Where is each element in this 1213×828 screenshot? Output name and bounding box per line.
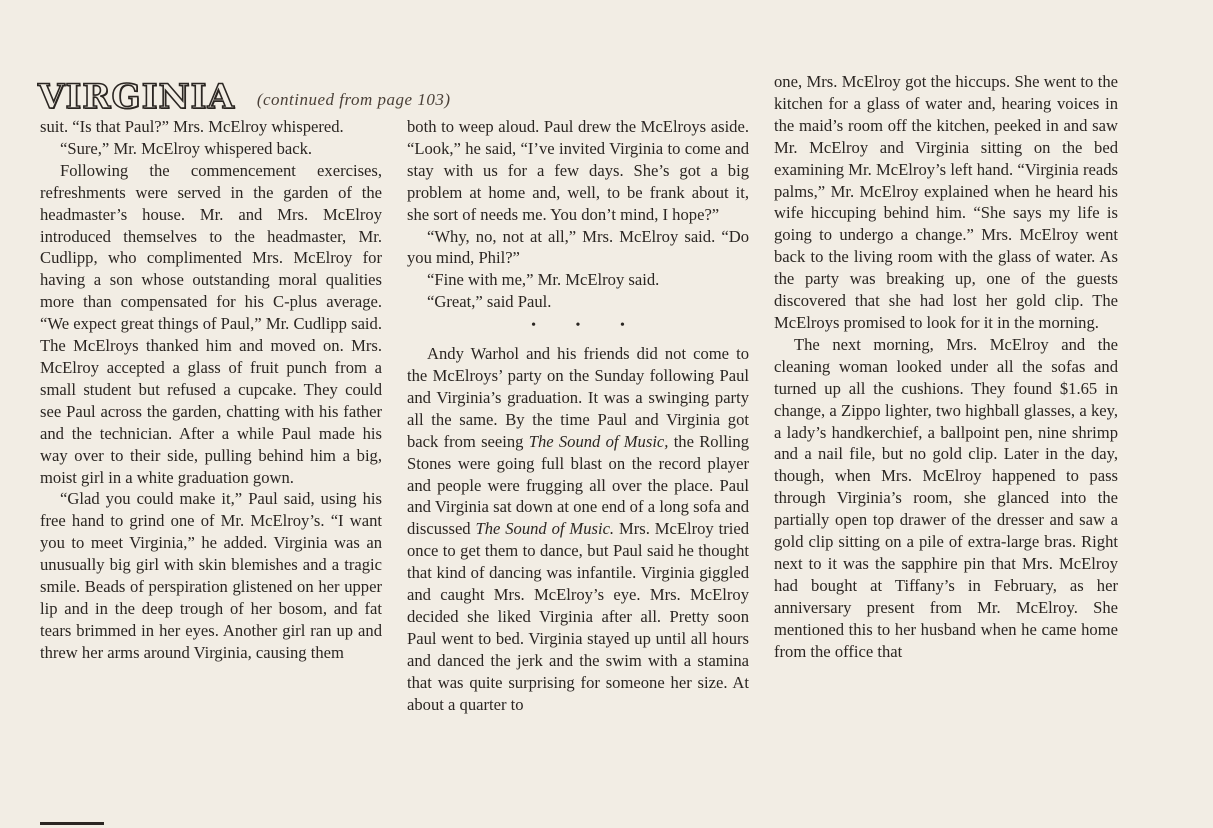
article-heading [38,64,758,117]
film-title: The Sound of Music. [475,519,615,539]
column-1 [40,116,382,664]
text-run: the Rolling Stones were going full blast on the record player and people were frugging all over the place. Paul and Virginia sat down at one end of a long sofa and discussed [407,431,750,539]
paragraph: The next morning, Mrs. McElroy and the cleaning woman looked under all the sofas and turned up all the cushions. They found $1.65 in change, a Zippo lighter, two highball glasses, a key, a lady’s handkerchief, a ballpoint pen, nine shrimp and a nail file, but no gold clip. Later in the day, though, when Mrs. McElroy happened to pass through Virginia’s room, she glanced into the partially open top drawer of the dresser and saw a gold clip sitting on a pile of extra-large bras. Right next to it was the sapphire pin that Mrs. McElroy had bought at Tiffany’s in February, as her anniversary present from Mr. McElroy. She mentioned this to her husband when he came home from the office that [774,334,1118,661]
divider [40,822,104,825]
paragraph: “Why, no, not at all,” Mrs. McElroy said. “Do you mind, Phil?” [407,226,749,268]
text-run: Mrs. McElroy tried once to get them to dance, but Paul said he thought that kind of dancing was infantile. Virginia giggled and caught Mrs. McElroy’s eye. Mrs. McElroy decided she liked Virginia after all. Pretty soon Paul went to bed. Virginia stayed up until all hours and danced the jerk and the swim with a stamina that was quite surprising for someone her size. At about a quarter to [407,519,749,714]
section-separator: • • • [531,318,643,334]
virginia-logo: VIRGINIA [38,77,235,117]
paragraph [407,343,749,715]
paragraph: one, Mrs. McElroy got the hiccups. She went to the kitchen for a glass of water and, hearing voices in the maid’s room off the kitchen, peeked in and saw Mr. McElroy and Virginia sitting on the bed examining Mr. McElroy’s left hand. “Virginia reads palms,” Mr. McElroy explained when he heard his wife hiccuping behind him. “She says my life is going to undergo a change.” Mrs. McElroy went back to the living room with the glass of water. As the party was breaking up, one of the guests discovered that she had lost her gold clip. The McElroys promised to look for it in the morning. [774,72,1118,332]
text-run: Andy Warhol and his friends did not come to the McElroys’ party on the Sunday following Paul and Virginia’s graduation. It was a swinging party all the same. By the time Paul and Virginia got back from seeing [407,344,749,451]
paragraph: both to weep aloud. Paul drew the McElroys aside. “Look,” he said, “I’ve invited Virginia to come and stay with us for a few days. She’s got a big problem at home and, well, to be frank about it, she sort of needs me. You don’t mind, I hope?” [407,117,749,224]
column-3 [774,71,1118,662]
film-title: The Sound of Music, [528,431,669,451]
paragraph: “Great,” said Paul. [427,292,552,312]
column-2 [407,116,749,715]
paragraph: “Fine with me,” Mr. McElroy said. [427,270,660,290]
paragraph: “Glad you could make it,” Paul said, using his free hand to grind one of Mr. McElroy’s. “I want you to meet Virginia,” he added. Virginia was an unusually big girl with skin blemishes and a tragic smile. Beads of perspiration glistened on her upper lip and in the deep trough of her bosom, and fat tears brimmed in her eyes. Another girl ran up and threw her arms around Virginia, causing them [40,489,382,662]
paragraph: suit. “Is that Paul?” Mrs. McElroy whispered. [40,117,344,136]
paragraph: Following the commencement exercises, refreshments were served in the garden of the headmaster’s house. Mr. and Mrs. McElroy introduced themselves to the headmaster, Mr. Cudlipp, who complimented Mrs. McElroy for having a son whose outstanding moral qualities more than compensated for his C-plus average. “We expect great things of Paul,” Mr. Cudlipp said. The McElroys thanked him and moved on. Mrs. McElroy accepted a glass of fruit punch from a small student but refused a cupcake. They could see Paul across the garden, chatting with his father and the technician. After a while Paul made his way over to their side, pulling behind him a big, moist girl in a white graduation gown. [40,160,382,487]
paragraph: “Sure,” Mr. McElroy whispered back. [60,138,313,158]
continued-note: (continued from page 103) [256,90,451,109]
